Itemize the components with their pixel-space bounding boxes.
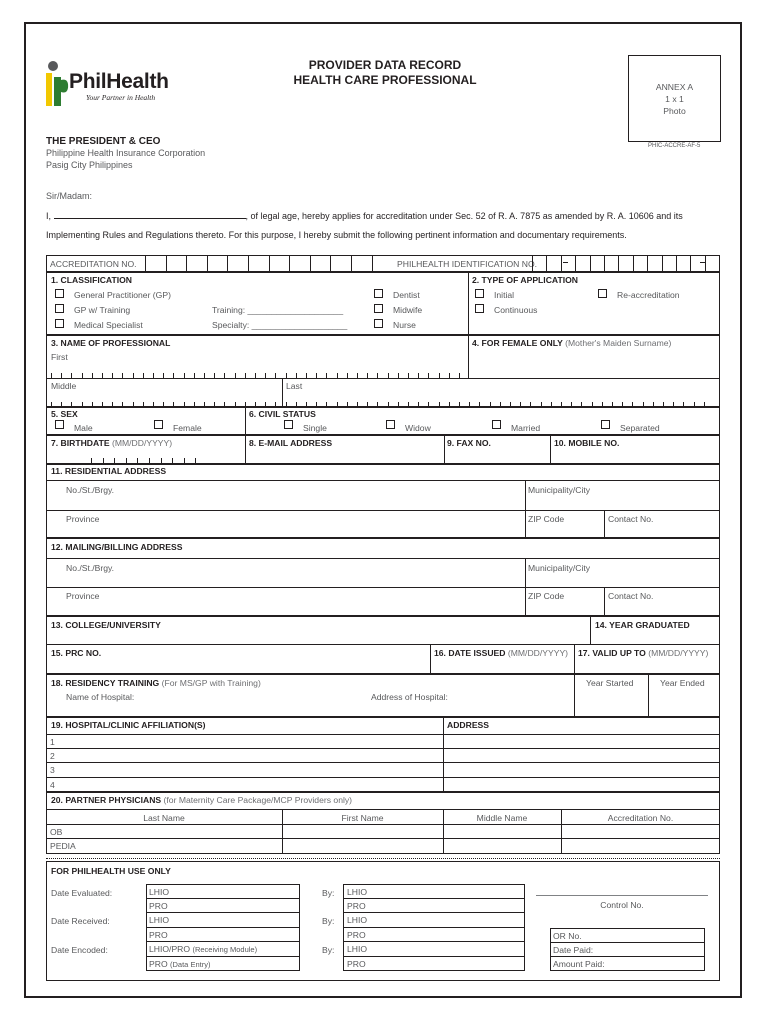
nurse-label: Nurse <box>393 320 416 330</box>
male-label: Male <box>74 423 93 433</box>
valid-up-to-text: 17. VALID UP TO <box>578 648 646 658</box>
initial-label: Initial <box>494 290 515 300</box>
male-checkbox[interactable] <box>55 420 64 429</box>
female-label: Female <box>173 423 202 433</box>
cell-divider <box>227 255 228 272</box>
married-label: Married <box>511 423 541 433</box>
addressee-title: THE PRESIDENT & CEO <box>46 136 161 147</box>
partners-heading <box>51 795 352 805</box>
date-encoded-label: Date Encoded: <box>51 945 108 955</box>
widow-label: Widow <box>405 423 431 433</box>
fax-heading[interactable]: 9. FAX NO. <box>447 438 491 448</box>
affiliation-heading: 19. HOSPITAL/CLINIC AFFILIATION(S) <box>51 720 206 730</box>
cell-divider <box>532 255 533 272</box>
cell-divider <box>647 255 648 272</box>
declaration-line2: Implementing Rules and Regulations thereto. For this purpose, I hereby submit the following pertinent information and documentary requirements. <box>46 230 627 240</box>
midwife-checkbox[interactable] <box>374 304 383 313</box>
female-heading <box>472 338 671 348</box>
mobile-heading[interactable]: 10. MOBILE NO. <box>554 438 620 448</box>
cell-divider <box>269 255 270 272</box>
cell-divider <box>590 255 591 272</box>
cell-divider <box>372 255 373 272</box>
date-paid-label[interactable]: Date Paid: <box>553 945 594 955</box>
residential-street[interactable]: No./St./Brgy. <box>66 485 115 495</box>
cell-divider <box>357 373 358 378</box>
control-no-line[interactable] <box>536 895 708 896</box>
female-heading-text: 4. FOR FEMALE ONLY <box>472 338 563 348</box>
cell-divider <box>306 373 307 378</box>
training-field[interactable]: Training: ____________________ <box>212 305 344 315</box>
cell-divider <box>235 373 236 378</box>
first-name-label[interactable]: First <box>51 352 68 362</box>
cell-divider <box>676 255 677 272</box>
addressee-org: Philippine Health Insurance Corporation <box>46 148 206 158</box>
logo-tagline: Your Partner in Health <box>86 93 156 102</box>
partners-row-ob[interactable]: OB <box>50 827 63 837</box>
residency-heading <box>51 678 261 688</box>
application-type-heading: 2. TYPE OF APPLICATION <box>472 275 578 285</box>
encoded-pro[interactable] <box>149 959 210 969</box>
form-code: PHIC-ACCRE-AF-5 <box>648 143 701 149</box>
cell-divider <box>163 373 164 378</box>
receiving-module: (Receiving Module) <box>192 945 258 954</box>
residential-municipality[interactable]: Municipality/City <box>528 485 591 495</box>
cell-divider <box>184 373 185 378</box>
mailing-street[interactable]: No./St./Brgy. <box>66 563 115 573</box>
hospital-name-label[interactable]: Name of Hospital: <box>66 692 135 702</box>
received-by-label: By: <box>322 916 335 926</box>
partners-heading-sub: (for Maternity Care Package/MCP Providers only) <box>163 795 353 805</box>
date-issued-text: 16. DATE ISSUED <box>434 648 506 658</box>
cell-divider <box>439 373 440 378</box>
cell-divider <box>705 255 706 272</box>
cell-divider <box>289 255 290 272</box>
partners-col-last: Last Name <box>143 813 185 823</box>
nurse-checkbox[interactable] <box>374 319 383 328</box>
cell-divider <box>92 373 93 378</box>
valid-up-to-heading[interactable] <box>578 648 708 658</box>
cell-divider <box>145 255 146 272</box>
cell-divider <box>194 373 195 378</box>
cell-divider <box>408 373 409 378</box>
cell-divider <box>112 373 113 378</box>
cell-divider <box>122 373 123 378</box>
photo-annex: ANNEX A <box>655 82 694 92</box>
cell-divider <box>561 255 562 272</box>
last-name-label[interactable]: Last <box>286 381 303 391</box>
cell-divider <box>71 373 72 378</box>
married-checkbox[interactable] <box>492 420 501 429</box>
date-issued-heading[interactable] <box>434 648 568 658</box>
cell-divider <box>265 373 266 378</box>
cell-divider <box>245 373 246 378</box>
salutation: Sir/Madam: <box>46 191 93 201</box>
cell-divider <box>398 373 399 378</box>
mailing-province[interactable]: Province <box>66 591 100 601</box>
cell-divider <box>204 373 205 378</box>
single-label: Single <box>303 423 327 433</box>
name-heading: 3. NAME OF PROFESSIONAL <box>51 338 171 348</box>
received-pro[interactable]: PRO <box>149 930 168 940</box>
addressee-location: Pasig City Philippines <box>46 160 133 170</box>
cell-divider <box>633 255 634 272</box>
cell-divider <box>337 373 338 378</box>
cell-divider <box>618 255 619 272</box>
separated-checkbox[interactable] <box>601 420 610 429</box>
birthdate-format: (MM/DD/YYYY) <box>111 438 173 448</box>
partners-col-accreditation: Accreditation No. <box>607 813 674 823</box>
affiliation-row-1[interactable]: 1 <box>50 737 55 747</box>
cell-divider <box>224 373 225 378</box>
mailing-zip[interactable]: ZIP Code <box>528 591 565 601</box>
form-title-line1: PROVIDER DATA RECORD <box>308 58 462 72</box>
cell-divider <box>248 255 249 272</box>
female-heading-sub: (Mother's Maiden Surname) <box>565 338 672 348</box>
cell-divider <box>275 373 276 378</box>
affiliation-row-2[interactable]: 2 <box>50 751 55 761</box>
encoded-pro-text: PRO <box>149 959 168 969</box>
residential-contact[interactable]: Contact No. <box>608 514 654 524</box>
residential-heading: 11. RESIDENTIAL ADDRESS <box>51 466 167 476</box>
date-evaluated-label: Date Evaluated: <box>51 888 113 898</box>
cell-divider <box>330 255 331 272</box>
birthdate-heading <box>51 438 172 448</box>
residency-heading-text: 18. RESIDENCY TRAINING <box>51 678 160 688</box>
cell-divider <box>133 373 134 378</box>
widow-checkbox[interactable] <box>386 420 395 429</box>
dentist-checkbox[interactable] <box>374 289 383 298</box>
evaluated-lhio[interactable]: LHIO <box>149 887 170 897</box>
residential-zip[interactable]: ZIP Code <box>528 514 565 524</box>
continuous-label: Continuous <box>494 305 538 315</box>
cell-divider <box>690 255 691 272</box>
declaration-line1 <box>46 210 683 221</box>
cell-divider <box>214 373 215 378</box>
hospital-address-label[interactable]: Address of Hospital: <box>371 692 448 702</box>
cell-divider <box>575 255 576 272</box>
by-encoded-pro[interactable]: PRO <box>347 959 366 969</box>
evaluated-pro[interactable]: PRO <box>149 901 168 911</box>
reaccreditation-checkbox[interactable] <box>598 289 607 298</box>
encoded-lhio-pro[interactable] <box>149 944 257 954</box>
residential-province[interactable]: Province <box>66 514 100 524</box>
year-graduated-heading[interactable]: 14. YEAR GRADUATED <box>595 620 690 630</box>
partners-row-pedia[interactable]: PEDIA <box>50 841 76 851</box>
accreditation-label: ACCREDITATION NO. <box>50 259 137 269</box>
cell-divider <box>166 255 167 272</box>
control-no-label: Control No. <box>600 900 644 910</box>
continuous-checkbox[interactable] <box>475 304 484 313</box>
middle-name-label[interactable]: Middle <box>51 381 77 391</box>
cell-divider <box>153 373 154 378</box>
initial-checkbox[interactable] <box>475 289 484 298</box>
cell-divider <box>255 373 256 378</box>
mailing-heading: 12. MAILING/BILLING ADDRESS <box>51 542 183 552</box>
by-encoded-lhio[interactable]: LHIO <box>347 944 368 954</box>
date-received-label: Date Received: <box>51 916 110 926</box>
reaccreditation-label: Re-accreditation <box>617 290 680 300</box>
section-separator <box>46 858 720 859</box>
pin-dash <box>563 262 568 263</box>
prc-heading[interactable]: 15. PRC NO. <box>51 648 102 658</box>
declaration-suffix: , of legal age, hereby applies for accreditation under Sec. 52 of R. A. 7875 as amended by R. A. 10606 and its <box>245 211 683 221</box>
mailing-contact[interactable]: Contact No. <box>608 591 654 601</box>
email-heading[interactable]: 8. E-MAIL ADDRESS <box>249 438 333 448</box>
by-evaluated-lhio[interactable]: LHIO <box>347 887 368 897</box>
gp-label: General Practitioner (GP) <box>74 290 171 300</box>
form-title-line2: HEALTH CARE PROFESSIONAL <box>293 73 477 87</box>
year-started-label[interactable]: Year Started <box>586 678 634 688</box>
cell-divider <box>367 373 368 378</box>
civil-status-heading: 6. CIVIL STATUS <box>249 409 316 419</box>
received-lhio[interactable]: LHIO <box>149 915 170 925</box>
cell-divider <box>459 373 460 378</box>
year-ended-label[interactable]: Year Ended <box>660 678 705 688</box>
cell-divider <box>310 255 311 272</box>
partners-col-first: First Name <box>341 813 384 823</box>
gp-checkbox[interactable] <box>55 289 64 298</box>
valid-up-to-format: (MM/DD/YYYY) <box>648 648 709 658</box>
gp-training-checkbox[interactable] <box>55 304 64 313</box>
cell-divider <box>316 373 317 378</box>
philhealth-logo <box>44 60 184 108</box>
cell-divider <box>377 373 378 378</box>
cell-divider <box>102 373 103 378</box>
cell-divider <box>186 255 187 272</box>
sex-heading: 5. SEX <box>51 409 78 419</box>
data-entry: (Data Entry) <box>170 960 211 969</box>
affiliation-row-4[interactable]: 4 <box>50 780 55 790</box>
female-checkbox[interactable] <box>154 420 163 429</box>
cell-divider <box>418 373 419 378</box>
cell-divider <box>51 373 52 378</box>
pin-dash <box>700 262 705 263</box>
sex-civil-section <box>46 407 720 435</box>
encoded-lhio-pro-text: LHIO/PRO <box>149 944 191 954</box>
photo-size: 1 x 1 <box>665 94 684 104</box>
philhealth-logo-icon <box>44 60 70 108</box>
affiliation-row-3[interactable]: 3 <box>50 765 55 775</box>
single-checkbox[interactable] <box>284 420 293 429</box>
date-issued-format: (MM/DD/YYYY) <box>507 648 569 658</box>
cell-divider <box>662 255 663 272</box>
specialist-label: Medical Specialist <box>74 320 143 330</box>
cell-divider <box>296 373 297 378</box>
evaluated-by-label: By: <box>322 888 335 898</box>
cell-divider <box>286 373 287 378</box>
residency-heading-sub: (For MS/GP with Training) <box>161 678 261 688</box>
dentist-label: Dentist <box>393 290 420 300</box>
classification-section <box>46 272 720 335</box>
logo-text: PhilHealth <box>69 70 169 93</box>
cell-divider <box>546 255 547 272</box>
mailing-municipality[interactable]: Municipality/City <box>528 563 591 573</box>
by-received-pro[interactable]: PRO <box>347 930 366 940</box>
college-heading[interactable]: 13. COLLEGE/UNIVERSITY <box>51 620 161 630</box>
separated-label: Separated <box>620 423 660 433</box>
partners-heading-text: 20. PARTNER PHYSICIANS <box>51 795 162 805</box>
cell-divider <box>143 373 144 378</box>
gp-training-label: GP w/ Training <box>74 305 131 315</box>
cell-divider <box>61 373 62 378</box>
encoded-by-label: By: <box>322 945 335 955</box>
cell-divider <box>428 373 429 378</box>
classification-heading: 1. CLASSIFICATION <box>51 275 133 285</box>
cell-divider <box>604 255 605 272</box>
photo-box[interactable] <box>628 55 721 142</box>
or-no-label[interactable]: OR No. <box>553 931 582 941</box>
cell-divider <box>207 255 208 272</box>
office-use-heading: FOR PHILHEALTH USE ONLY <box>51 866 171 876</box>
amount-paid-label[interactable]: Amount Paid: <box>553 959 605 969</box>
midwife-label: Midwife <box>393 305 423 315</box>
cell-divider <box>388 373 389 378</box>
cell-divider <box>82 373 83 378</box>
by-received-lhio[interactable]: LHIO <box>347 915 368 925</box>
photo-label: Photo <box>663 106 686 116</box>
by-evaluated-pro[interactable]: PRO <box>347 901 366 911</box>
cell-divider <box>347 373 348 378</box>
cell-divider <box>326 373 327 378</box>
partners-col-middle: Middle Name <box>476 813 528 823</box>
cell-divider <box>449 373 450 378</box>
birthdate-text: 7. BIRTHDATE <box>51 438 110 448</box>
specialist-checkbox[interactable] <box>55 319 64 328</box>
affiliation-address-heading: ADDRESS <box>447 720 490 730</box>
philhealth-id-label: PHILHEALTH IDENTIFICATION NO. <box>397 259 538 269</box>
cell-divider <box>351 255 352 272</box>
specialty-field[interactable]: Specialty: ____________________ <box>212 320 348 330</box>
applicant-name-blank[interactable] <box>54 210 246 219</box>
cell-divider <box>173 373 174 378</box>
declaration-prefix: I, <box>46 211 54 221</box>
